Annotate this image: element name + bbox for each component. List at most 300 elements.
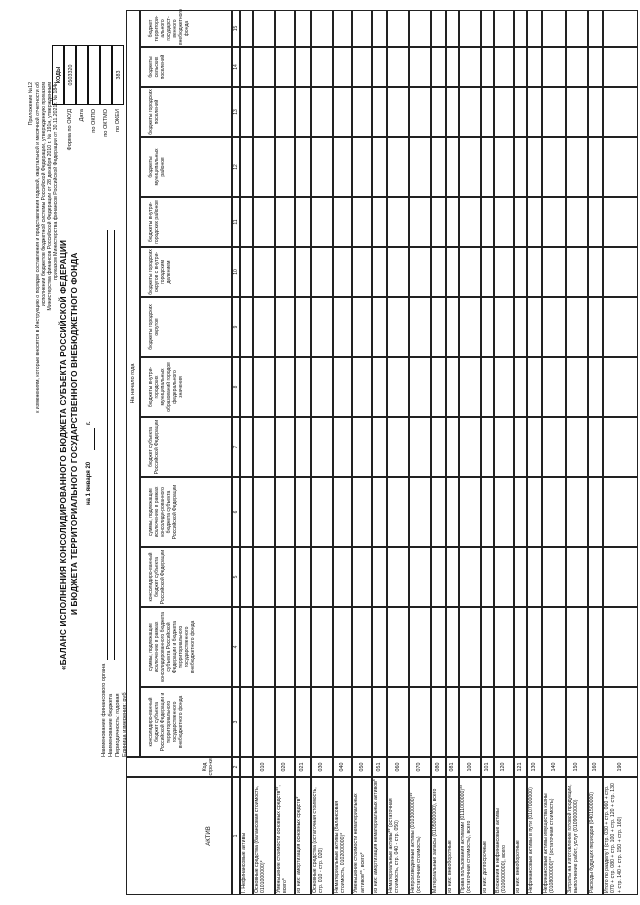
table-data-cell <box>588 137 603 197</box>
table-data-cell <box>514 47 527 87</box>
table-row-code: 100 <box>466 762 473 772</box>
table-row-code: 051 <box>376 762 383 772</box>
table-data-cell <box>240 137 253 197</box>
table-row-code: 040 <box>338 762 345 772</box>
table-data-cell <box>253 137 275 197</box>
table-row-code: 120 <box>500 762 507 772</box>
table-data-cell <box>514 607 527 687</box>
table-data-cell <box>527 297 542 357</box>
table-data-cell <box>431 357 446 417</box>
column-number: 14 <box>233 64 239 70</box>
table-data-cell <box>275 197 295 247</box>
table-data-cell <box>240 477 253 547</box>
table-data-cell <box>372 477 387 547</box>
table-data-cell <box>295 197 311 247</box>
table-data-cell <box>514 247 527 297</box>
table-data-cell <box>311 607 333 687</box>
table-data-cell <box>240 357 253 417</box>
table-data-cell <box>275 137 295 197</box>
table-data-cell <box>514 297 527 357</box>
table-data-cell <box>446 687 459 757</box>
codes-value-cell: 0503320 <box>64 45 76 105</box>
table-data-cell <box>352 10 372 47</box>
table-data-cell <box>481 547 494 607</box>
table-data-cell <box>446 10 459 47</box>
table-data-cell <box>311 547 333 607</box>
table-data-cell <box>372 137 387 197</box>
table-data-cell <box>253 417 275 477</box>
table-data-cell <box>514 417 527 477</box>
table-data-cell <box>275 477 295 547</box>
codes-row-label: Форма по ОКУД <box>67 109 73 151</box>
column-header-label: бюджеты сельских поселений <box>148 54 166 80</box>
table-data-cell <box>514 357 527 417</box>
header-cell-asset <box>126 777 232 895</box>
appendix-line: исполнении бюджетов бюджетной системы Российской Федерации, утвержденную приказом <box>41 82 47 307</box>
table-data-cell <box>409 687 431 757</box>
table-data-cell <box>494 607 514 687</box>
column-header-label: суммы, подлежащие исключению в рамках консолиди-рованного бюджета субъекта Российской Федерации <box>148 484 178 540</box>
table-data-cell <box>481 687 494 757</box>
table-data-cell <box>352 247 372 297</box>
table-data-cell <box>240 417 253 477</box>
table-data-cell <box>333 547 353 607</box>
table-row-label: Нефинансовые активы в пути (0107000000) <box>527 787 534 893</box>
table-data-cell <box>387 357 409 417</box>
table-row-label: Вложения в нефинансовые активы (0106000000), всего <box>495 808 508 893</box>
table-data-cell <box>295 87 311 137</box>
table-data-cell <box>333 10 353 47</box>
table-data-cell <box>446 417 459 477</box>
table-data-cell <box>372 197 387 247</box>
table-row-label: Материальные запасы (0105000000), всего <box>431 788 438 893</box>
table-data-cell <box>481 137 494 197</box>
table-data-cell <box>588 297 603 357</box>
table-data-cell <box>494 87 514 137</box>
column-number: 11 <box>233 219 239 225</box>
table-data-cell <box>352 297 372 357</box>
table-data-cell <box>494 477 514 547</box>
table-data-cell <box>431 687 446 757</box>
table-data-cell <box>275 417 295 477</box>
table-data-cell <box>409 87 431 137</box>
table-data-cell <box>295 607 311 687</box>
table-data-cell <box>352 417 372 477</box>
table-data-cell <box>494 417 514 477</box>
column-number: 10 <box>233 269 239 275</box>
table-data-cell <box>514 687 527 757</box>
table-row-label: из них: внеоборотные <box>514 840 521 893</box>
table-data-cell <box>311 137 333 197</box>
codes-row-label: по ОКТМО <box>103 109 109 137</box>
table-row-code: 020 <box>281 762 288 772</box>
table-data-cell <box>352 197 372 247</box>
table-data-cell <box>542 687 566 757</box>
table-data-cell <box>542 477 566 547</box>
table-data-cell <box>542 607 566 687</box>
table-data-cell <box>431 417 446 477</box>
table-data-cell <box>542 547 566 607</box>
table-data-cell <box>431 87 446 137</box>
table-data-cell <box>333 47 353 87</box>
table-data-cell <box>240 547 253 607</box>
table-data-cell <box>459 297 481 357</box>
table-data-cell <box>514 10 527 47</box>
table-data-cell <box>542 417 566 477</box>
column-number: 3 <box>233 720 239 724</box>
meta-label: Наименование финансового органа <box>101 663 107 757</box>
table-data-cell <box>494 297 514 357</box>
table-data-cell <box>542 297 566 357</box>
table-data-cell <box>481 417 494 477</box>
table-data-cell <box>333 297 353 357</box>
date-line-label: на 1 января 20 <box>86 461 92 505</box>
table-row-code: 070 <box>416 762 423 772</box>
table-data-cell <box>446 247 459 297</box>
table-data-cell <box>240 247 253 297</box>
table-data-cell <box>253 10 275 47</box>
table-data-cell <box>446 47 459 87</box>
table-data-cell <box>527 687 542 757</box>
table-data-cell <box>494 247 514 297</box>
table-row-code: 130 <box>530 762 537 772</box>
table-data-cell <box>566 357 588 417</box>
table-data-cell <box>240 10 253 47</box>
table-data-cell <box>253 547 275 607</box>
codes-row-label: по ОКЕИ <box>115 109 121 133</box>
table-data-cell <box>295 547 311 607</box>
table-data-cell <box>333 197 353 247</box>
table-data-cell <box>352 687 372 757</box>
column-number: 7 <box>233 445 239 449</box>
table-row-code: 160 <box>591 762 598 772</box>
table-data-cell <box>387 10 409 47</box>
meta-underline <box>108 230 115 660</box>
table-data-cell <box>311 297 333 357</box>
table-row-label: Затраты на изготовление готовой продукции, выполнение работ, услуг (0109000000) <box>567 784 580 893</box>
table-data-cell <box>481 197 494 247</box>
table-data-cell <box>409 47 431 87</box>
table-data-cell <box>409 547 431 607</box>
table-data-cell <box>333 687 353 757</box>
table-data-cell <box>514 137 527 197</box>
table-data-cell <box>446 547 459 607</box>
table-data-cell <box>409 477 431 547</box>
table-data-cell <box>603 10 638 47</box>
table-data-cell <box>311 10 333 47</box>
table-data-cell <box>387 547 409 607</box>
table-data-cell <box>566 87 588 137</box>
table-data-cell <box>446 607 459 687</box>
table-data-cell <box>566 477 588 547</box>
codes-row-label: по ОКПО <box>91 109 97 133</box>
table-data-cell <box>409 247 431 297</box>
table-data-cell <box>481 357 494 417</box>
table-data-cell <box>527 357 542 417</box>
table-data-cell <box>295 247 311 297</box>
table-data-cell <box>527 247 542 297</box>
table-data-cell <box>253 247 275 297</box>
column-header-label: суммы, подлежащие исключению в рамках консолидированного бюджета субъекта Российской Федерации и бюджета территориального государственного внебюджетного фонда <box>148 612 196 682</box>
meta-label: Единица измерения: руб <box>122 692 128 757</box>
table-data-cell <box>275 10 295 47</box>
table-data-cell <box>459 477 481 547</box>
table-data-cell <box>542 197 566 247</box>
table-data-cell <box>387 297 409 357</box>
table-data-cell <box>240 197 253 247</box>
table-data-cell <box>494 687 514 757</box>
table-data-cell <box>527 607 542 687</box>
table-data-cell <box>588 687 603 757</box>
table-data-cell <box>295 137 311 197</box>
table-data-cell <box>240 607 253 687</box>
table-data-cell <box>481 47 494 87</box>
table-data-cell <box>588 547 603 607</box>
table-row-label: Нефинансовые активы имущества казны (0108000000)** (остаточная стоимость) <box>543 793 556 893</box>
table-data-cell <box>459 137 481 197</box>
table-data-cell <box>372 547 387 607</box>
table-data-cell <box>588 607 603 687</box>
table-data-cell <box>446 87 459 137</box>
table-data-cell <box>527 197 542 247</box>
table-data-cell <box>431 137 446 197</box>
table-data-cell <box>333 247 353 297</box>
table-row-code: 050 <box>358 762 365 772</box>
table-data-cell <box>588 357 603 417</box>
table-data-cell <box>275 687 295 757</box>
table-data-cell <box>253 477 275 547</box>
table-row-label: Уменьшение стоимости нематериальных активов**, всего* <box>353 793 366 893</box>
table-data-cell <box>275 247 295 297</box>
table-data-cell <box>527 137 542 197</box>
table-data-cell <box>588 197 603 247</box>
meta-label: Периодичность: годовая <box>115 693 121 757</box>
table-data-cell <box>431 477 446 547</box>
table-data-cell <box>311 87 333 137</box>
table-data-cell <box>446 477 459 547</box>
table-data-cell <box>494 547 514 607</box>
table-data-cell <box>333 417 353 477</box>
column-header-label: бюджеты городских округов <box>148 304 160 350</box>
column-number: 12 <box>233 164 239 170</box>
table-data-cell <box>311 477 333 547</box>
table-data-cell <box>352 547 372 607</box>
table-data-cell <box>542 247 566 297</box>
table-data-cell <box>431 47 446 87</box>
table-data-cell <box>295 10 311 47</box>
table-data-cell <box>459 87 481 137</box>
table-data-cell <box>446 137 459 197</box>
table-row-code: 140 <box>550 762 557 772</box>
table-data-cell <box>446 297 459 357</box>
codes-header: КОДЫ <box>52 45 64 105</box>
table-data-cell <box>409 137 431 197</box>
table-row-label: Нематериальные активы (балансовая стоимость, 0102000000)* <box>333 800 346 893</box>
table-data-cell <box>481 607 494 687</box>
table-data-cell <box>459 547 481 607</box>
table-data-cell <box>459 357 481 417</box>
table-data-cell <box>481 477 494 547</box>
table-data-cell <box>527 47 542 87</box>
table-row-code: 080 <box>434 762 441 772</box>
table-data-cell <box>494 197 514 247</box>
table-data-cell <box>566 247 588 297</box>
table-row-code: 030 <box>318 762 325 772</box>
table-data-cell <box>253 87 275 137</box>
table-data-cell <box>295 687 311 757</box>
table-data-cell <box>446 197 459 247</box>
table-data-cell <box>275 87 295 137</box>
table-data-cell <box>459 687 481 757</box>
form-title-line-2: И БЮДЖЕТА ТЕРРИТОРИАЛЬНОГО ГОСУДАРСТВЕННОГО ВНЕБЮДЖЕТНОГО ФОНДА <box>70 252 79 615</box>
table-data-cell <box>566 10 588 47</box>
table-data-cell <box>527 547 542 607</box>
table-data-cell <box>352 47 372 87</box>
table-data-cell <box>527 87 542 137</box>
table-row-code: 021 <box>299 762 306 772</box>
table-data-cell <box>253 297 275 357</box>
table-data-cell <box>566 687 588 757</box>
table-data-cell <box>352 607 372 687</box>
table-data-cell <box>409 357 431 417</box>
table-row-label: Основные средства (остаточная стоимость, стр. 010 - стр. 020) <box>311 787 325 893</box>
table-data-cell <box>409 417 431 477</box>
table-data-cell <box>372 607 387 687</box>
table-data-cell <box>514 197 527 247</box>
table-data-cell <box>603 477 638 547</box>
appendix-line: Министерства финансов Российской Федерации от 28 декабря 2010 г. № 191н, утвержденным <box>47 82 53 311</box>
table-row-code: 101 <box>484 762 491 772</box>
table-data-cell <box>311 417 333 477</box>
table-data-cell <box>566 297 588 357</box>
table-row-label: Расходы будущих периодов (0401500000) <box>588 791 595 893</box>
table-data-cell <box>494 357 514 417</box>
table-data-cell <box>275 357 295 417</box>
table-data-cell <box>494 10 514 47</box>
table-data-cell <box>588 47 603 87</box>
table-data-cell <box>431 547 446 607</box>
meta-label: Наименование бюджета <box>108 693 114 757</box>
table-row-code: 081 <box>449 762 456 772</box>
column-number: 2 <box>233 765 239 769</box>
column-number: 13 <box>233 109 239 115</box>
table-data-cell <box>542 87 566 137</box>
table-data-cell <box>387 247 409 297</box>
table-row-label: из них: амортизация нематериальных активов* <box>372 779 379 893</box>
table-data-cell <box>372 87 387 137</box>
column-header-label: бюджет территори-ального государст-венного внебюджетного фонда <box>148 9 190 45</box>
table-row-label: из них: амортизация основных средств* <box>295 796 302 893</box>
table-data-cell <box>566 547 588 607</box>
table-row-label: Нематериальные активы** (остаточная стоимость, стр. 040 - стр. 050) <box>388 798 401 893</box>
table-data-cell <box>566 607 588 687</box>
table-data-cell <box>603 47 638 87</box>
table-data-cell <box>409 197 431 247</box>
table-data-cell <box>295 47 311 87</box>
table-data-cell <box>431 247 446 297</box>
appendix-line: Приложение №12 <box>28 82 34 126</box>
column-number: 4 <box>233 645 239 649</box>
table-data-cell <box>459 197 481 247</box>
table-row-label: Итого по разделу I (стр. 030 + стр. 060 + стр. 070 + стр. 080 + стр. 100 + стр. 120 + стр. 130 + стр. 140 + стр. 150 + стр. 160) <box>604 783 623 893</box>
table-data-cell <box>481 87 494 137</box>
table-data-cell <box>431 297 446 357</box>
table-data-cell <box>311 357 333 417</box>
table-data-cell <box>603 547 638 607</box>
table-data-cell <box>431 10 446 47</box>
table-row-code: 121 <box>516 762 523 772</box>
table-data-cell <box>459 417 481 477</box>
meta-underline <box>101 230 108 660</box>
table-data-cell <box>459 47 481 87</box>
form-title-line-1: «БАЛАНС ИСПОЛНЕНИЯ КОНСОЛИДИРОВАННОГО БЮДЖЕТА СУБЪЕКТА РОССИЙСКОЙ ФЕДЕРАЦИИ <box>59 239 68 670</box>
table-row-code-cell <box>240 757 253 777</box>
table-row-code: 190 <box>617 762 624 772</box>
table-data-cell <box>311 687 333 757</box>
table-data-cell <box>603 87 638 137</box>
table-data-cell <box>372 47 387 87</box>
table-data-cell <box>372 10 387 47</box>
table-data-cell <box>603 197 638 247</box>
table-data-cell <box>352 137 372 197</box>
header-asset-label: АКТИВ <box>206 826 212 846</box>
table-data-cell <box>459 10 481 47</box>
table-data-cell <box>333 137 353 197</box>
table-row-code: 150 <box>573 762 580 772</box>
table-data-cell <box>542 47 566 87</box>
table-data-cell <box>603 137 638 197</box>
table-data-cell <box>387 197 409 247</box>
date-underline <box>86 428 95 450</box>
column-number: 5 <box>233 575 239 579</box>
table-data-cell <box>372 417 387 477</box>
column-number: 9 <box>233 325 239 329</box>
table-row-label: Уменьшение стоимости основных средств**, всего* <box>275 785 289 893</box>
table-data-cell <box>527 477 542 547</box>
table-data-cell <box>494 137 514 197</box>
column-header-label: бюджеты городских поселений <box>148 89 160 135</box>
table-data-cell <box>603 357 638 417</box>
table-data-cell <box>387 687 409 757</box>
table-row-label: из них: долгосрочные <box>481 841 488 893</box>
table-data-cell <box>240 687 253 757</box>
column-header-label: бюджеты внутри-городских районов <box>148 200 160 244</box>
table-data-cell <box>333 357 353 417</box>
table-data-cell <box>253 197 275 247</box>
table-data-cell <box>240 297 253 357</box>
table-row-code: 060 <box>394 762 401 772</box>
table-data-cell <box>253 357 275 417</box>
table-data-cell <box>253 687 275 757</box>
table-data-cell <box>295 417 311 477</box>
column-number: 15 <box>233 25 239 32</box>
table-data-cell <box>603 607 638 687</box>
table-data-cell <box>446 357 459 417</box>
table-data-cell <box>514 87 527 137</box>
table-data-cell <box>311 197 333 247</box>
table-data-cell <box>333 477 353 547</box>
codes-value-cell <box>100 45 112 105</box>
table-data-cell <box>372 247 387 297</box>
table-data-cell <box>481 247 494 297</box>
header-cell-code <box>126 757 232 777</box>
table-data-cell <box>494 47 514 87</box>
table-data-cell <box>333 607 353 687</box>
table-data-cell <box>372 297 387 357</box>
table-data-cell <box>603 687 638 757</box>
table-data-cell <box>253 607 275 687</box>
table-data-cell <box>459 607 481 687</box>
